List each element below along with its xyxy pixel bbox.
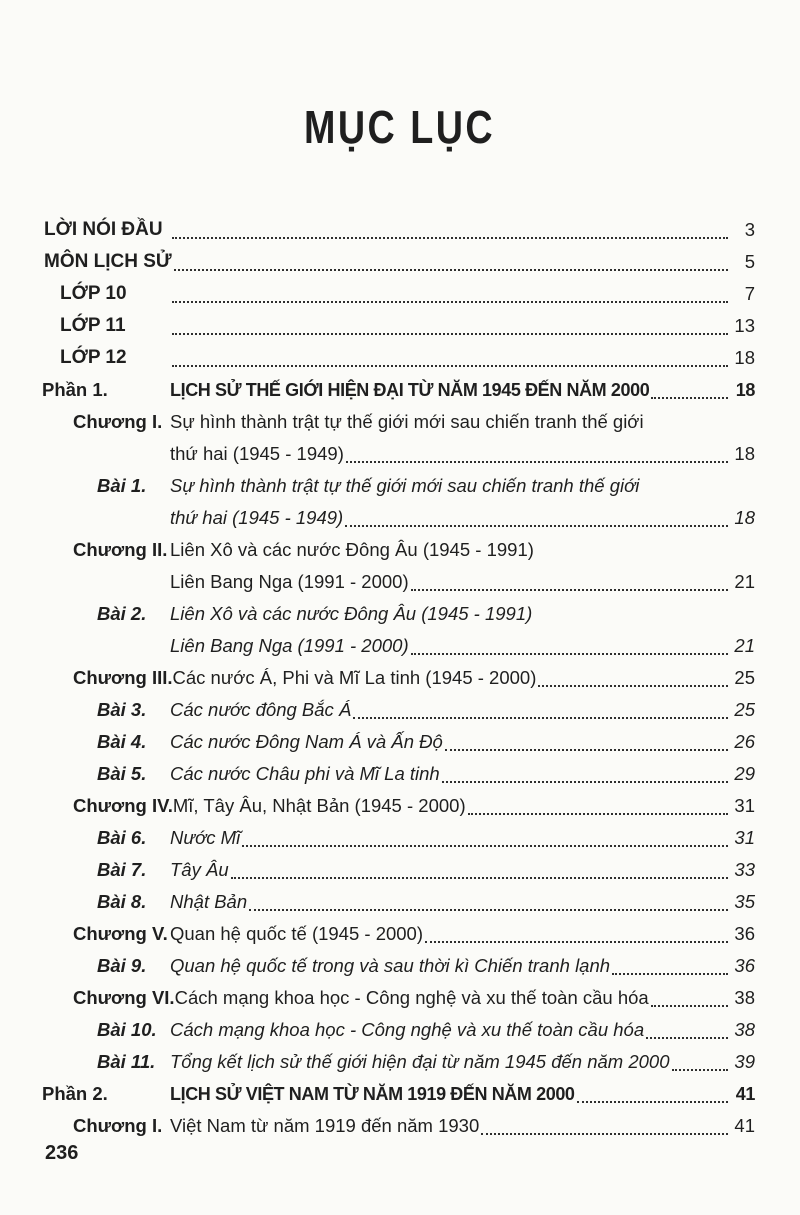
toc-entry-content [173,790,755,822]
toc-entry-last-line [173,790,755,822]
toc-entry-content [170,822,755,854]
toc-entry-label: Bài 6. [97,827,147,848]
toc-entry-title: Quan hệ quốc tế (1945 - 2000) [170,923,424,944]
toc-entry-last-line [170,1046,755,1078]
toc-entry [42,598,755,662]
toc-entry-last-line [170,214,755,246]
toc-entry-page: 21 [734,635,755,656]
toc-entry-title: Mĩ, Tây Âu, Nhật Bản (1945 - 2000) [172,795,466,816]
dot-leader [172,237,728,239]
toc-entry [42,982,755,1014]
toc-entry-page: 36 [734,923,755,944]
toc-entry-label: Bài 4. [97,731,147,752]
toc-entry-content [173,662,755,694]
toc-entry-label: Chương VI. [73,987,175,1008]
toc-entry [42,1046,755,1078]
toc-entry-title: Nhật Bản [170,891,248,912]
toc-entry-content [170,278,755,310]
toc-entry-label: Phần 2. [42,1083,108,1104]
toc-entry-last-line [170,278,755,310]
toc-entry-last-line [170,854,755,886]
toc-entry-label: MÔN LỊCH SỬ [44,251,172,272]
toc-entry [42,246,755,278]
toc-entry-label: Bài 8. [97,891,147,912]
toc-entry-content [170,918,755,950]
toc-entry-page: 39 [734,1051,755,1072]
toc-entry-label: Chương I. [73,1115,163,1136]
toc-entry [42,726,755,758]
toc-entry-label: Phần 1. [42,379,108,400]
dot-leader [231,877,728,879]
dot-leader [612,973,728,975]
dot-leader [651,397,728,399]
toc-entry-page: 7 [744,283,755,304]
dot-leader [172,301,728,303]
toc-entry-title-line: Sự hình thành trật tự thế giới mới sau chiến tranh thế giới [170,475,640,496]
toc-entry [42,374,755,406]
toc-entry [42,1014,755,1046]
toc-entry-page: 31 [734,795,755,816]
toc-entry-page: 38 [734,987,755,1008]
toc-entry-page: 21 [734,571,755,592]
toc-entry-page: 41 [734,1115,755,1136]
page-title: MỤC LỤC [304,101,496,153]
toc-entry [42,1110,755,1142]
toc-entry-page: 41 [735,1084,755,1104]
toc-entry-label: LỚP 11 [60,315,126,336]
toc-entry-content [170,854,755,886]
toc-entry-title: Liên Bang Nga (1991 - 2000) [170,635,409,656]
toc-entry [42,310,755,342]
toc-entry-label: Bài 10. [97,1019,157,1040]
toc-entry-page: 31 [734,827,755,848]
toc-entry-page: 25 [734,667,755,688]
dot-leader [249,909,728,911]
title-container [0,0,800,154]
toc-entry-label: Bài 11. [97,1051,156,1072]
toc-entry [42,1078,755,1110]
toc-entry-last-line [170,694,755,726]
toc-entry-label: LỚP 10 [60,283,127,304]
toc-entry-last-line [170,950,755,982]
toc-entry-last-line [172,246,755,278]
toc-entry-title: Liên Bang Nga (1991 - 2000) [170,571,409,592]
toc-entry [42,822,755,854]
toc-entry [42,406,755,470]
toc-entry-last-line [170,1078,755,1110]
toc-entry-page: 36 [734,955,755,976]
toc-entry-title-line: Liên Xô và các nước Đông Âu (1945 - 1991) [170,603,533,624]
toc-entry-title: Quan hệ quốc tế trong và sau thời kì Chiến tranh lạnh [170,955,611,976]
toc-entry [42,662,755,694]
toc-entry-title: Nước Mĩ [170,827,241,848]
toc-entry-label: Bài 7. [97,859,147,880]
toc-entry-label: Chương II. [73,539,168,560]
toc-entry-page: 5 [744,251,755,272]
dot-leader [442,781,728,783]
toc-entry-label: Bài 3. [97,699,147,720]
toc-entry-title: Cách mạng khoa học - Công nghệ và xu thế toàn cầu hóa [170,1019,645,1040]
toc-entry-content [170,1078,755,1110]
toc-entry [42,214,755,246]
toc-entry-label: Bài 5. [97,763,147,784]
toc-entry-last-line [170,566,755,598]
dot-leader [672,1069,729,1071]
toc-entry-label: LỜI NÓI ĐẦU [44,219,163,240]
dot-leader [445,749,728,751]
toc-entry-content [170,1014,755,1046]
toc-entry [42,758,755,790]
toc-entry-page: 13 [734,315,755,336]
toc-entry-page: 18 [734,347,755,368]
dot-leader [242,845,728,847]
toc-entry-content [170,1046,755,1078]
toc-entry [42,342,755,374]
toc-entry-title: Các nước Châu phi và Mĩ La tinh [170,763,440,784]
dot-leader [172,333,728,335]
toc-entry-content [170,886,755,918]
toc-entry-content [172,246,755,278]
toc-entry-last-line [175,982,755,1014]
toc-entry-content [175,982,755,1014]
toc-entry-content [170,310,755,342]
toc-entry-title-line: Sự hình thành trật tự thế giới mới sau chiến tranh thế giới [170,411,644,432]
toc-entry [42,950,755,982]
toc-entry-content [170,694,755,726]
toc-entry-title: thứ hai (1945 - 1949) [170,507,344,528]
toc-entry-title: LỊCH SỬ VIỆT NAM TỪ NĂM 1919 ĐẾN NĂM 2000 [170,1084,575,1104]
dot-leader [468,813,728,815]
dot-leader [353,717,728,719]
toc-entry [42,790,755,822]
dot-leader [481,1133,728,1135]
toc-entry-last-line [170,438,755,470]
toc-entry [42,470,755,534]
toc-entry-page: 29 [734,763,755,784]
toc-entry-label: Chương IV. [73,795,173,816]
toc-entry-content [170,406,755,470]
toc-entry-title: Việt Nam từ năm 1919 đến năm 1930 [170,1115,480,1136]
toc-entry-label: Bài 1. [97,475,147,496]
toc-entry-page: 26 [734,731,755,752]
toc-entry-title: Các nước đông Bắc Á [170,699,352,720]
toc-entry-last-line [170,1110,755,1142]
toc-entry-content [170,470,755,534]
dot-leader [411,653,728,655]
toc-entry-page: 18 [735,380,755,400]
toc-entry-last-line [173,662,755,694]
toc-entry-label: Chương I. [73,411,163,432]
dot-leader [646,1037,728,1039]
toc-entry-page: 35 [734,891,755,912]
dot-leader [538,685,728,687]
toc-entry-content [170,534,755,598]
toc-entry-label: Chương V. [73,923,168,944]
toc-entry [42,918,755,950]
toc-entry-last-line [170,630,755,662]
toc-entry-content [170,214,755,246]
toc-entry-title: Các nước Đông Nam Á và Ấn Độ [170,731,443,752]
toc-entry-last-line [170,342,755,374]
dot-leader [345,525,728,527]
dot-leader [425,941,728,943]
toc-entry-last-line [170,886,755,918]
toc-entry-page: 25 [734,699,755,720]
dot-leader [651,1005,728,1007]
toc-entry [42,886,755,918]
toc-entry-page: 18 [734,443,755,464]
footer-page-number: 236 [45,1142,79,1164]
toc-entry-content [170,726,755,758]
dot-leader [172,365,728,367]
toc-entry-title: thứ hai (1945 - 1949) [170,443,344,464]
toc-entry-last-line [170,758,755,790]
dot-leader [346,461,728,463]
toc-entry-content [170,598,755,662]
toc-entry-content [170,950,755,982]
toc-entry-page: 33 [734,859,755,880]
toc-entry-title: Các nước Á, Phi và Mĩ La tinh (1945 - 2000) [172,667,537,688]
toc-entry-title: Tây Âu [170,859,229,880]
toc-entry-label: Chương III. [73,667,173,688]
toc-entry [42,534,755,598]
toc-entry-last-line [170,502,755,534]
toc-entry-last-line [170,726,755,758]
toc-entry-last-line [170,374,755,406]
toc-entry-content [170,1110,755,1142]
toc-entry-page: 3 [744,219,755,240]
toc-entry-last-line [170,310,755,342]
toc-entry-last-line [170,918,755,950]
dot-leader [174,269,728,271]
dot-leader [411,589,728,591]
toc-entry-page: 38 [734,1019,755,1040]
toc-entry-title: Tổng kết lịch sử thế giới hiện đại từ năm 1945 đến năm 2000 [170,1051,670,1072]
toc-entry-label: Bài 9. [97,955,147,976]
toc-entry [42,278,755,310]
toc-list [42,214,755,1142]
toc-entry [42,694,755,726]
toc-entry-last-line [170,1014,755,1046]
toc-entry-last-line [170,822,755,854]
toc-entry-title: Cách mạng khoa học - Công nghệ và xu thế toàn cầu hóa [174,987,649,1008]
toc-entry-content [170,374,755,406]
toc-entry [42,854,755,886]
toc-entry-content [170,758,755,790]
dot-leader [577,1101,728,1103]
toc-entry-label: Bài 2. [97,603,147,624]
toc-entry-title: LỊCH SỬ THẾ GIỚI HIỆN ĐẠI TỪ NĂM 1945 ĐẾN NĂM 2000 [170,380,650,400]
toc-entry-page: 18 [734,507,755,528]
toc-entry-label: LỚP 12 [60,347,127,368]
toc-entry-content [170,342,755,374]
toc-entry-title-line: Liên Xô và các nước Đông Âu (1945 - 1991) [170,539,534,560]
